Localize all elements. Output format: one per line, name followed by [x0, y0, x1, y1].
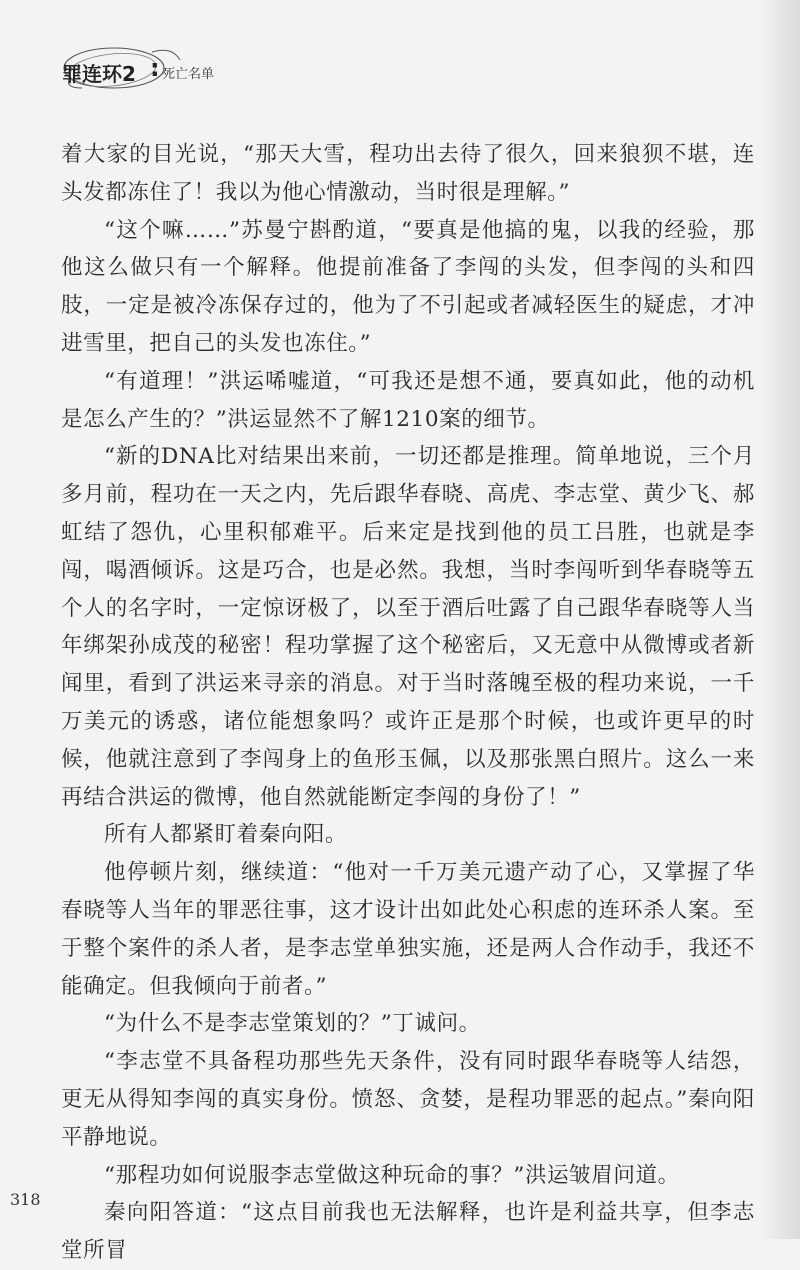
paragraph: “这个嘛……”苏曼宁斟酌道，“要真是他搞的鬼，以我的经验，那他这么做只有一个解释。他提前准备了李闯的头发，但李闯的头和四肢，一定是被冷冻保存过的，他为了不引起或者减轻医生的疑虑，才冲进雪里，把自己的头发也冻住。”	[61, 217, 755, 356]
paragraph: 他停顿片刻，继续道：“他对一千万美元遗产动了心，又掌握了华春晓等人当年的罪恶往事，这才设计出如此处心积虑的连环杀人案。至于整个案件的杀人者，是李志堂单独实施，还是两人合作动手，我还不能确定。但我倾向于前者。”	[61, 860, 755, 999]
paragraph: 着大家的目光说，“那天大雪，程功出去待了很久，回来狼狈不堪，连头发都冻住了！我以为他心情激动，当时很是理解。”	[61, 142, 755, 205]
page-number: 318	[10, 1190, 41, 1209]
paragraph: “有道理！”洪运唏嘘道，“可我还是想不通，要真如此，他的动机是怎么产生的？”洪运显然不了解1210案的细节。	[61, 368, 755, 432]
paragraph: 秦向阳答道：“这点目前我也无法解释，也许是利益共享，但李志堂所冒	[61, 1200, 755, 1264]
series-title-colon: :	[150, 54, 160, 82]
running-header	[62, 42, 282, 102]
page-edge-shadow	[760, 0, 800, 1239]
paragraph: “李志堂不具备程功那些先天条件，没有同时跟华春晓等人结怨，更无从得知李闯的真实身份。愤怒、贪婪，是程功罪恶的起点。”秦向阳平静地说。	[61, 1049, 755, 1150]
paragraph: “为什么不是李志堂策划的？”丁诚问。	[104, 1011, 481, 1037]
paragraph: “那程功如何说服李志堂做这种玩命的事？”洪运皱眉问道。	[104, 1162, 680, 1188]
body-text	[61, 136, 755, 1270]
series-title: 罪连环2	[62, 62, 136, 86]
paragraph: “新的DNA比对结果出来前，一切还都是推理。简单地说，三个月多月前，程功在一天之内，先后跟华春晓、高虎、李志堂、黄少飞、郝虹结了怨仇，心里积郁难平。后来定是找到他的员工吕胜，也就是李闯，喝酒倾诉。这是巧合，也是必然。我想，当时李闯听到华春晓等五个人的名字时，一定惊讶极了，以至于酒后吐露了自己跟华春晓等人当年绑架孙成茂的秘密！程功掌握了这个秘密后，又无意中从微博或者新闻里，看到了洪运来寻亲的消息。对于当时落魄至极的程功来说，一千万美元的诱惑，诸位能想象吗？或许正是那个时候，也或许更早的时候，他就注意到了李闯身上的鱼形玉佩，以及那张黑白照片。这么一来再结合洪运的微博，他自然就能断定李闯的身份了！”	[61, 444, 755, 810]
paragraph: 所有人都紧盯着秦向阳。	[104, 822, 348, 848]
series-subtitle: 死亡名单	[162, 67, 215, 82]
